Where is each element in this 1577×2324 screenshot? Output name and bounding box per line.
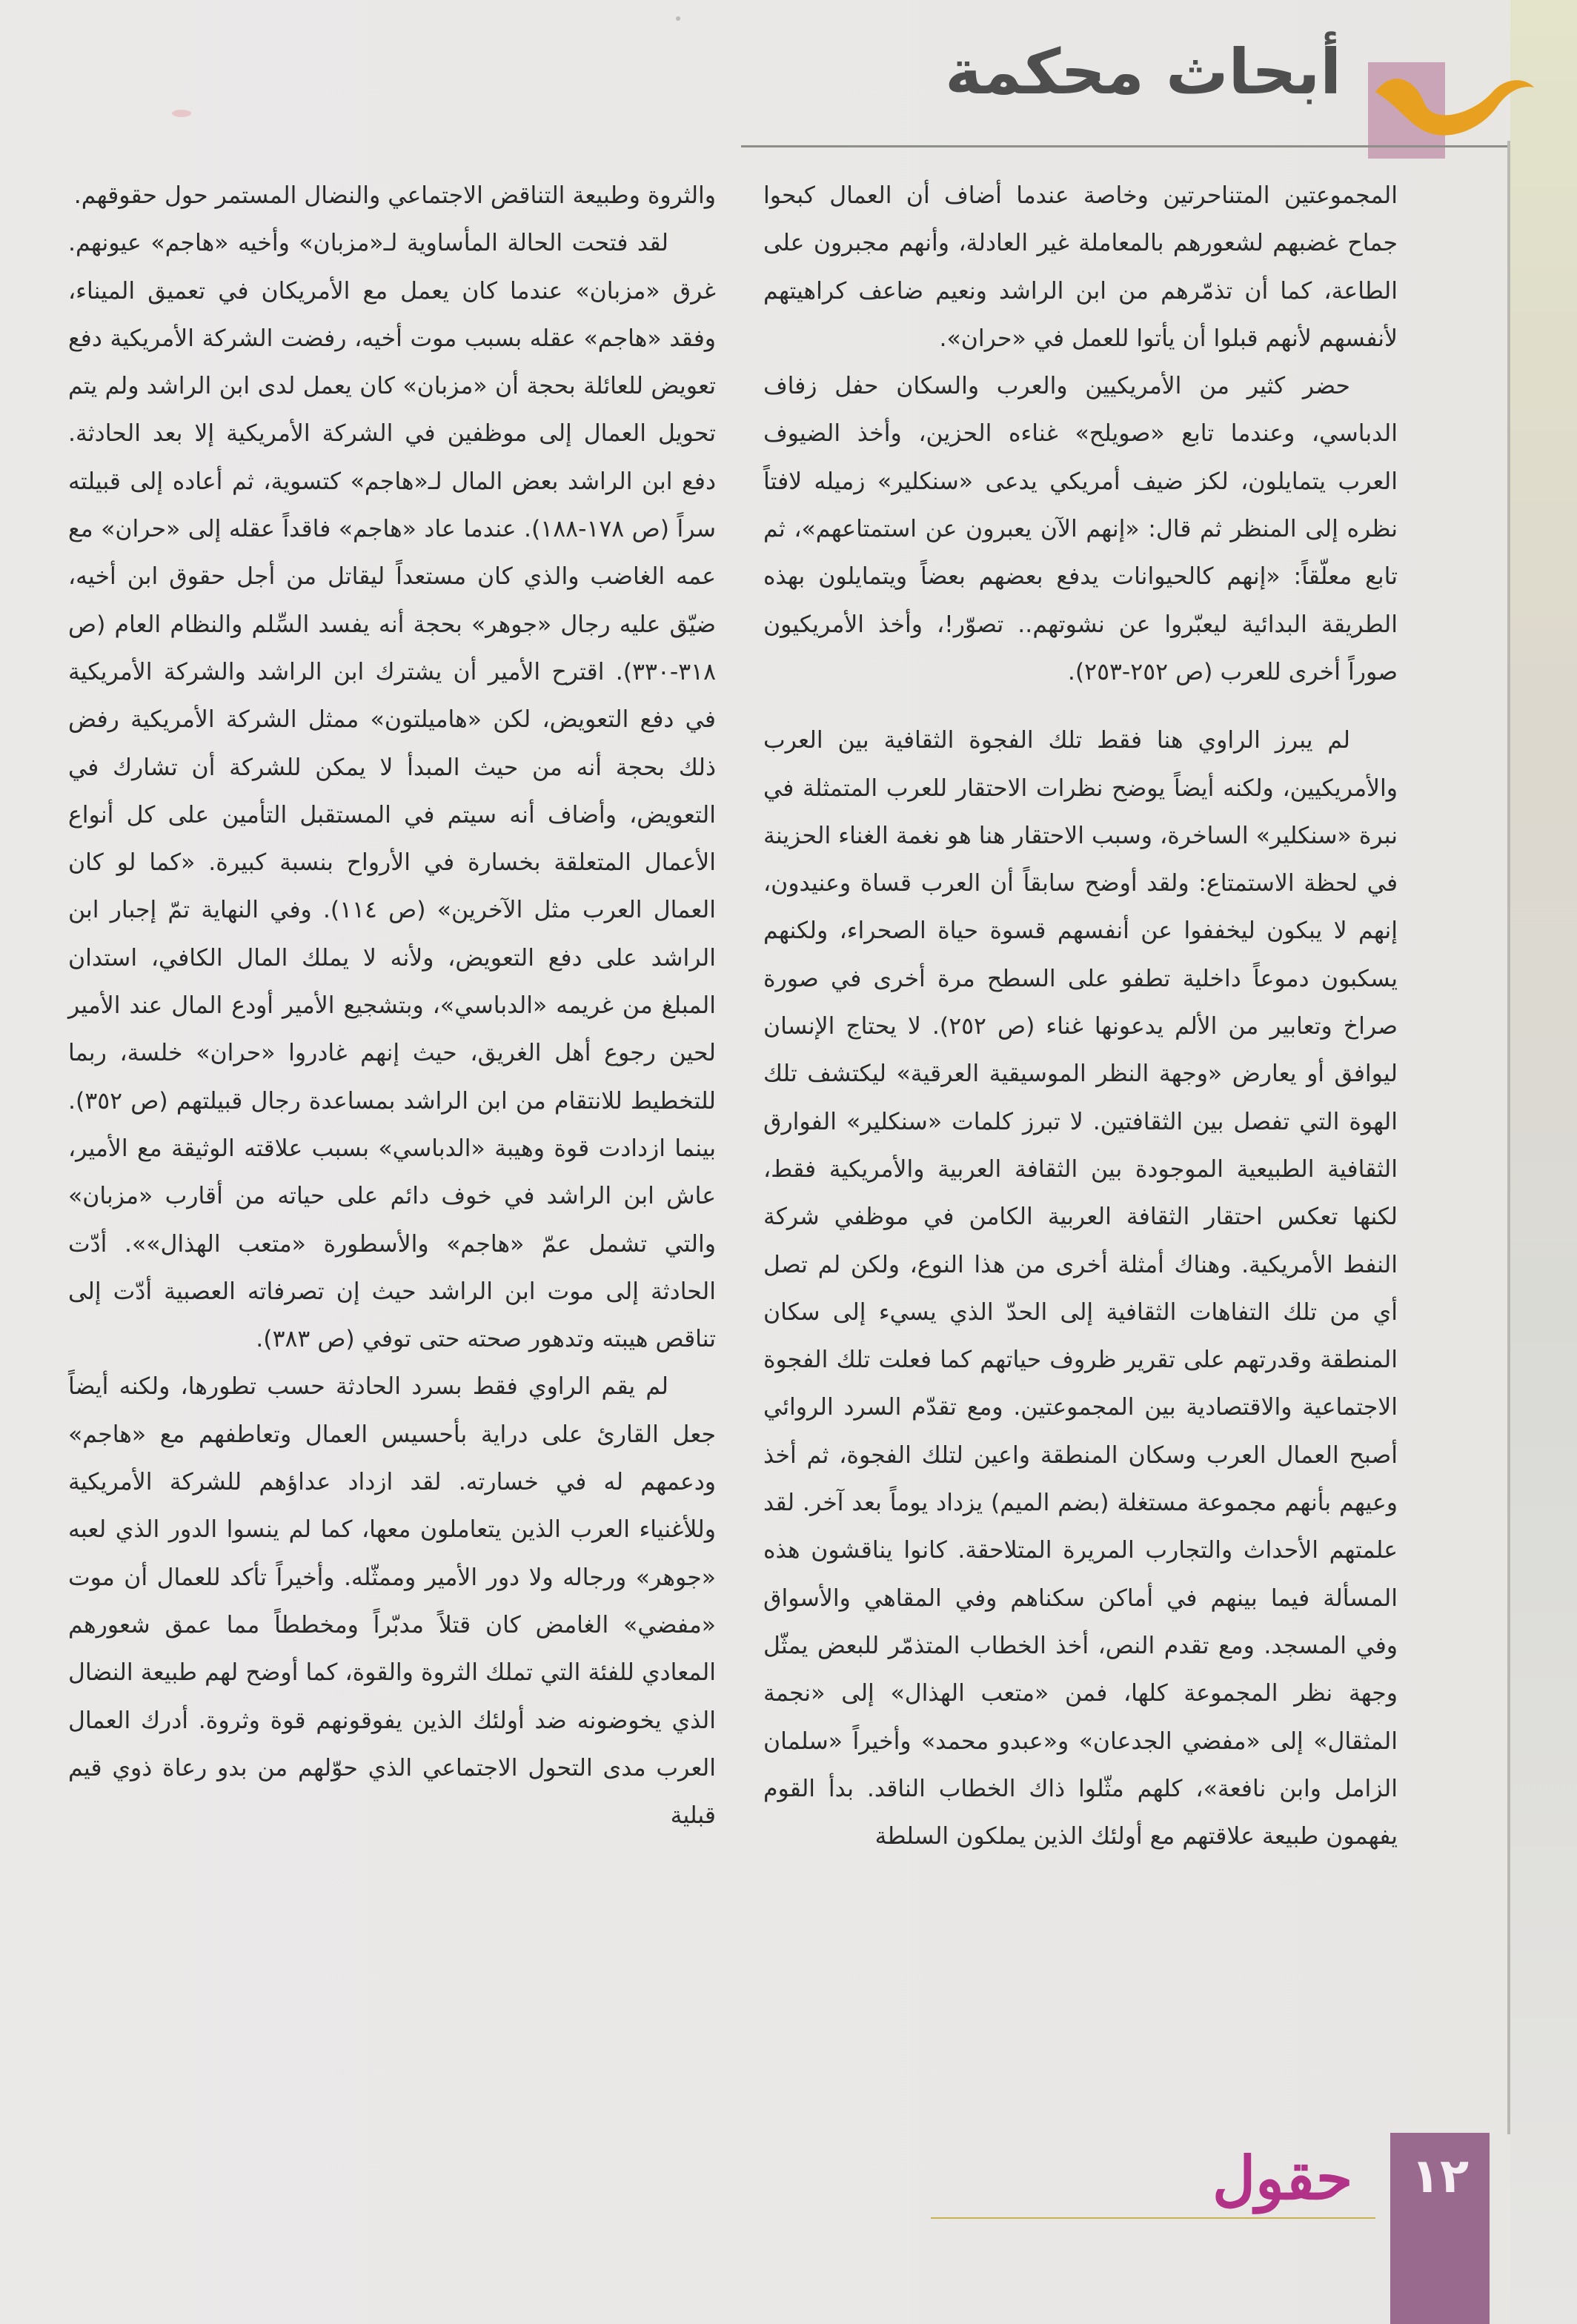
paper-speck (172, 110, 191, 117)
page-edge-strip (1510, 0, 1577, 2324)
section-title: أبحاث محكمة (945, 36, 1341, 108)
article-column-left (68, 172, 716, 1839)
article-column-right (763, 172, 1398, 1860)
paragraph: حضر كثير من الأمريكيين والعرب والسكان حفل زفاف الدباسي، وعندما تابع «صويلح» غناءه الحزين، وأخذ الضيوف العرب يتمايلون، لكز ضيف أمريكي يدعى «سنكلير» زميله لافتاً نظره إلى المنظر ثم قال: «إنهم الآن يعبرون عن استمتاعهم»، ثم تابع معلّقاً: «إنهم كالحيوانات يدفع بعضهم بعضاً ويتمايلون بهذه الطريقة البدائية ليعبّروا عن نشوتهم.. تصوّر!، وأخذ الأمريكيون صوراً أخرى للعرب (ص ٢٥٢-٢٥٣). (763, 373, 1398, 685)
paragraph: لقد فتحت الحالة المأساوية لـ«مزبان» وأخيه «هاجم» عيونهم. غرق «مزبان» عندما كان يعمل مع الأمريكان في تعميق الميناء، وفقد «هاجم» عقله بسبب موت أخيه، رفضت الشركة الأمريكية دفع تعويض للعائلة بحجة أن «مزبان» كان يعمل لدى ابن الراشد ولم يتم تحويل العمال إلى موظفين في الشركة الأمريكية إلا بعد الحادثة. دفع ابن الراشد بعض المال لـ«هاجم» كتسوية، ثم أعاده إلى قبيلته سراً (ص ١٧٨-١٨٨). عندما عاد «هاجم» فاقداً عقله إلى «حران» مع عمه الغاضب والذي كان مستعداً ليقاتل من أجل حقوق ابن أخيه، ضيّق عليه رجال «جوهر» بحجة أنه يفسد السِّلم والنظام العام (ص ٣١٨-٣٣٠). اقترح الأمير أن يشترك ابن الراشد والشركة الأمريكية في دفع التعويض، لكن «هاميلتون» ممثل الشركة الأمريكية رفض ذلك بحجة أنه من حيث المبدأ لا يمكن للشركة أن تشارك في التعويض، وأضاف أنه سيتم في المستقبل التأمين على كل أنواع الأعمال المتعلقة بخسارة في الأرواح بنسبة كبيرة. «كما لو كان العمال العرب مثل الآخرين» (ص ١١٤). وفي النهاية تمّ إجبار ابن الراشد على دفع التعويض، ولأنه لا يملك المال الكافي، استدان المبلغ من غريمه «الدباسي»، وبتشجيع الأمير أودع المال عند الأمير لحين رجوع أهل الغريق، حيث إنهم غادروا «حران» خلسة، ربما للتخطيط للانتقام من ابن الراشد بمساعدة رجال قبيلتهم (ص ٣٥٢). بينما ازدادت قوة وهيبة «الدباسي» بسبب علاقته الوثيقة مع الأمير، عاش ابن الراشد في خوف دائم على حياته من أقارب «مزبان» والتي تشمل عمّ «هاجم» والأسطورة «متعب الهذال»». أدّت الحادثة إلى موت ابن الراشد حيث إن تصرفاته العصبية أدّت إلى تناقص هيبته وتدهور صحته حتى توفي (ص ٣٨٣). (68, 230, 716, 1353)
paragraph: والثروة وطبيعة التناقض الاجتماعي والنضال المستمر حول حقوقهم. (73, 182, 716, 209)
page-number: ١٢ (1410, 2149, 1470, 2204)
footer-rule (931, 2217, 1375, 2219)
margin-rule (1507, 141, 1510, 2134)
paper-speck (676, 16, 680, 21)
magazine-logo: حقول (1212, 2143, 1353, 2213)
title-rule (741, 145, 1507, 147)
section-logo-icon (1362, 62, 1540, 159)
paragraph: لم يبرز الراوي هنا فقط تلك الفجوة الثقافية بين العرب والأمريكيين، ولكنه أيضاً يوضح نظرات الاحتقار للعرب المتمثلة في نبرة «سنكلير» الساخرة، وسبب الاحتقار هنا هو نغمة الغناء الحزينة في لحظة الاستمتاع: ولقد أوضح سابقاً أن العرب قساة وعنيدون، إنهم لا يبكون ليخففوا عن أنفسهم قسوة حياة الصحراء، ولكنهم يسكبون دموعاً داخلية تطفو على السطح مرة أخرى في صورة صراخ وتعابير من الألم يدعونها غناء (ص ٢٥٢). لا يحتاج الإنسان ليوافق أو يعارض «وجهة النظر الموسيقية العرقية» ليكتشف تلك الهوة التي تفصل بين الثقافتين. لا تبرز كلمات «سنكلير» الفوارق الثقافية الطبيعية الموجودة بين الثقافة العربية والأمريكية فقط، لكنها تعكس احتقار الثقافة العربية الكامن في موظفي شركة النفط الأمريكية. وهناك أمثلة أخرى من هذا النوع، ولكن لم تصل أي من تلك التفاهات الثقافية إلى الحدّ الذي يسيء إلى سكان المنطقة وقدرتهم على تقرير ظروف حياتهم كما فعلت تلك الفجوة الاجتماعية والاقتصادية بين المجموعتين. ومع تقدّم السرد الروائي أصبح العمال العرب وسكان المنطقة واعين لتلك الفجوة، ثم أخذ وعيهم بأنهم مجموعة مستغلة (بضم الميم) يزداد يوماً بعد آخر. لقد علمتهم الأحداث والتجارب المريرة المتلاحقة. كانوا يناقشون هذه المسألة فيما بينهم في أماكن سكناهم وفي المقاهي والأسواق وفي المسجد. ومع تقدم النص، أخذ الخطاب المتذمّر للبعض يمثّل وجهة نظر المجموعة كلها، فمن «متعب الهذال» إلى «نجمة المثقال» إلى «مفضي الجدعان» و«عبدو محمد» وأخيراً «سلمان الزامل وابن نافعة»، كلهم مثّلوا ذاك الخطاب الناقد. بدأ القوم يفهمون طبيعة علاقتهم مع أولئك الذين يملكون السلطة (763, 727, 1398, 1850)
paragraph: المجموعتين المتناحرتين وخاصة عندما أضاف أن العمال كبحوا جماح غضبهم لشعورهم بالمعاملة غير العادلة، وأنهم مجبرون على الطاعة، كما أن تذمّرهم من ابن الراشد ونعيم ضاعف كراهيتهم لأنفسهم لأنهم قبلوا أن يأتوا للعمل في «حران». (763, 182, 1398, 352)
paragraph: لم يقم الراوي فقط بسرد الحادثة حسب تطورها، ولكنه أيضاً جعل القارئ على دراية بأحسيس العمال وتعاطفهم مع «هاجم» ودعمهم له في خسارته. لقد ازداد عداؤهم للشركة الأمريكية وللأغنياء العرب الذين يتعاملون معها، كما لم ينسوا الدور الذي لعبه «جوهر» ورجاله ولا دور الأمير وممثّله. وأخيراً تأكد للعمال أن موت «مفضي» الغامض كان قتلاً مدبّراً ومخططاً مما عمق شعورهم المعادي للفئة التي تملك الثروة والقوة، كما أوضح لهم طبيعة النضال الذي يخوضونه ضد أولئك الذين يفوقونهم قوة وثروة. أدرك العمال العرب مدى التحول الاجتماعي الذي حوّلهم من بدو رعاة ذوي قيم قبلية (68, 1373, 716, 1830)
